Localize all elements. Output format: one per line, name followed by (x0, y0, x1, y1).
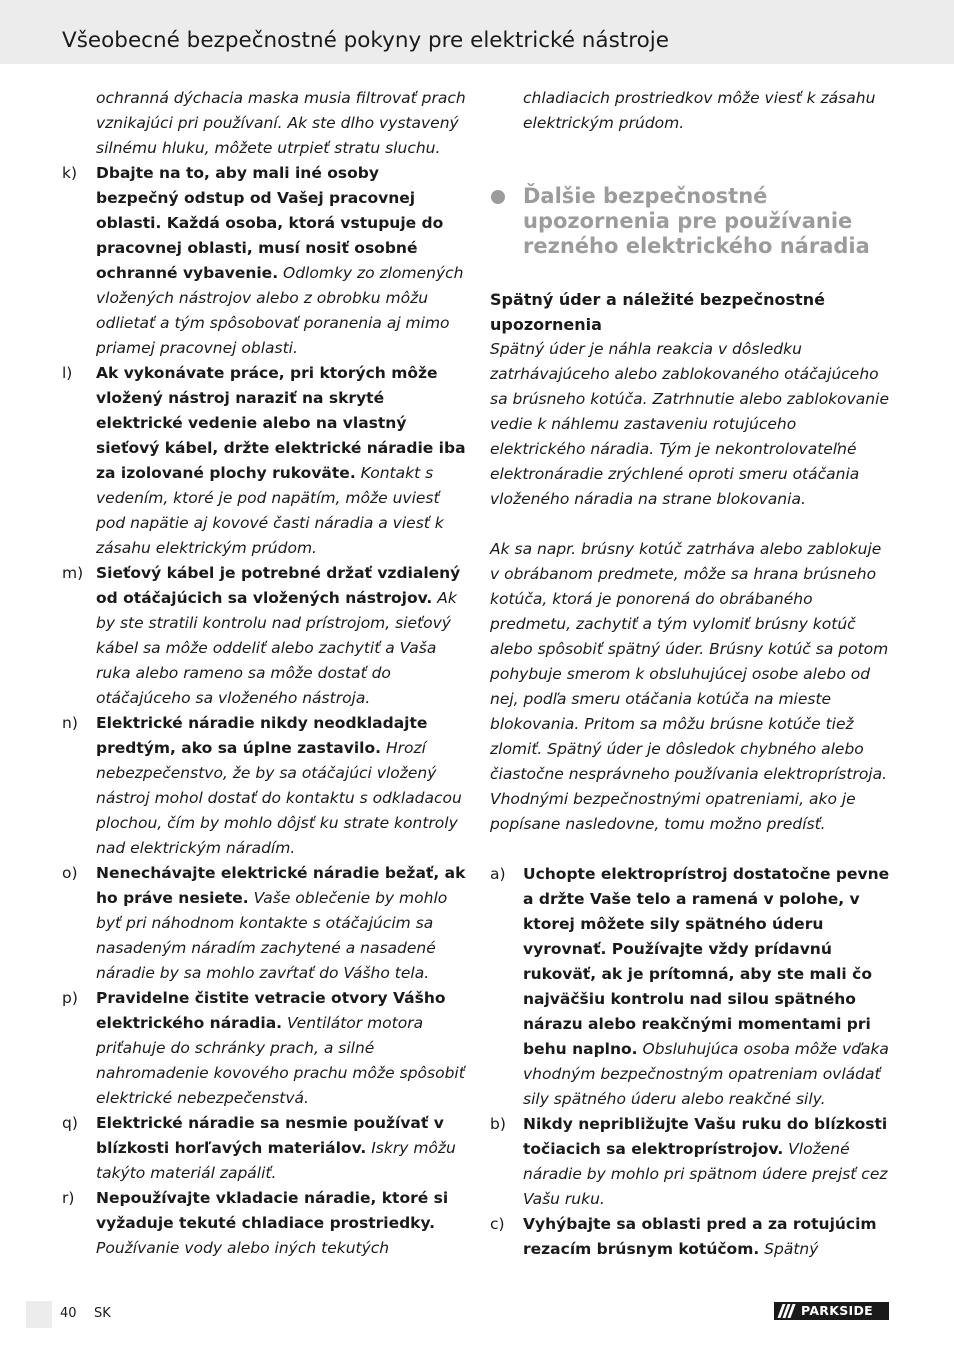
page-number: 40 (60, 1306, 77, 1321)
item-text: Používanie vody alebo iných tekutých (96, 1239, 390, 1257)
item-letter: o) (62, 864, 78, 882)
list-item-l (62, 361, 466, 561)
item-text: Obsluhujúca osoba môže vďaka vhodným bezpečnostným opatreniam ovládať sily spätného úderu alebo reakčné sily. (523, 1040, 889, 1108)
language-code: SK (94, 1306, 111, 1321)
paragraph-kickback-definition: Spätný úder je náhla reakcia v dôsledku zatrhávajúceho alebo zablokovaného otáčajúceho sa brúsneho kotúča. Zatrhnutie alebo zablokovanie vedie k náhlemu zastaveniu rotujúceho elektrického náradia. Tým je nekontrolovateľné elektronáradie zrýchlené oproti smeru otáčania vloženého náradia na strane blokovania. (490, 340, 889, 508)
logo-stripes-icon (777, 1302, 795, 1320)
item-bold-text: Nepoužívajte vkladacie náradie, ktoré si vyžaduje tekuté chladiace prostriedky. (96, 1189, 449, 1232)
item-bold-text: Ak vykonávate práce, pri ktorých môže vložený nástroj naraziť na skryté elektrické vedenie alebo na vlastný sieťový kábel, držte elektrické náradie iba za izolované plochy rukoväte. (96, 364, 466, 482)
item-text: Ventilátor motora priťahuje do schránky prach, a silné nahromadenie kovového prachu môže spôsobiť elektrické nebezpečenstvá. (96, 1014, 465, 1107)
item-bold-text: Dbajte na to, aby mali iné osoby bezpečný odstup od Vašej pracovnej oblasti. Každá osoba, ktorá vstupuje do pracovnej oblasti, musí nosiť osobné ochranné vybavenie. (96, 164, 444, 282)
list-item-p (62, 986, 466, 1111)
list-item-k (62, 161, 466, 361)
list-item-q (62, 1111, 466, 1186)
footer-marker-box (26, 1301, 52, 1328)
item-letter: r) (62, 1189, 75, 1207)
item-bold-text: Pravidelne čistite vetracie otvory Vášho elektrického náradia. (96, 989, 446, 1032)
brand-name: PARKSIDE (801, 1303, 873, 1318)
list-item-r (62, 1186, 466, 1261)
left-column (62, 86, 466, 1261)
item-bold-text: Elektrické náradie sa nesmie používať v blízkosti horľavých materiálov. (96, 1114, 444, 1157)
list-item-n (62, 711, 466, 861)
item-text: Odlomky zo zlomených vložených nástrojov alebo z obrobku môžu odlietať a tým spôsobovať poranenia aj mimo priamej pracovnej oblasti. (96, 264, 464, 357)
brand-logo (774, 1302, 889, 1320)
item-letter: n) (62, 714, 78, 732)
item-letter: k) (62, 164, 78, 182)
item-bold-text: Nikdy nepribližujte Vašu ruku do blízkosti točiacich sa elektroprístrojov. (523, 1115, 888, 1158)
item-bold-text: Sieťový kábel je potrebné držať vzdialený od otáčajúcich sa vložených nástrojov. (96, 564, 461, 607)
item-letter: q) (62, 1114, 78, 1132)
item-text: Iskry môžu takýto materiál zapáliť. (96, 1139, 456, 1182)
list-item-b (490, 1112, 894, 1212)
bullet-dot-icon (491, 190, 505, 204)
item-text: Kontakt s vedením, ktoré je pod napätím, môže uviesť pod napätie aj kovové časti náradia a viesť k zásahu elektrickým prúdom. (96, 464, 444, 557)
sub-heading: Spätný úder a náležité bezpečnostné upozornenia (490, 290, 825, 334)
paragraph-kickback-explanation: Ak sa napr. brúsny kotúč zatrháva alebo zablokuje v obrábanom predmete, môže sa hrana brúsneho kotúča, ktorá je ponorená do obrábaného predmetu, zachytiť a tým vylomiť brúsny kotúč alebo spôsobiť spätný úder. Brúsny kotúč sa potom pohybuje smerom k obsluhujúcej osobe alebo od nej, podľa smeru otáčania kotúča na mieste blokovania. Pritom sa môžu brúsne kotúče tiež zlomiť. Spätný úder je dôsledok chybného alebo čiastočne nesprávneho používania elektroprístroja. Vhodnými bezpečnostnými opatreniami, ako je popísane nasledovne, tomu možno predísť. (490, 540, 889, 833)
item-letter: a) (490, 865, 506, 883)
intro-paragraph: ochranná dýchacia maska musia filtrovať prach vznikajúci pri používaní. Ak ste dlho vystavený silnému hluku, môžete utrpieť stratu sluchu. (96, 89, 466, 157)
item-bold-text: Nenechávajte elektrické náradie bežať, ak ho práve nesiete. (96, 864, 466, 907)
section-heading-text: Ďalšie bezpečnostné upozornenia pre používanie rezného elektrického náradia (523, 184, 870, 258)
page-header (0, 0, 954, 64)
list-item-o (62, 861, 466, 986)
right-column (490, 86, 894, 1262)
page-title: Všeobecné bezpečnostné pokyny pre elektrické nástroje (62, 28, 669, 53)
item-bold-text: Vyhýbajte sa oblasti pred a za rotujúcim rezacím brúsnym kotúčom. (523, 1215, 877, 1258)
item-text: Hrozí nebezpečenstvo, že by sa otáčajúci vložený nástroj mohol dostať do kontaktu s odkladacou plochou, čím by mohlo dôjsť ku strate kontroly nad elektrickým náradím. (96, 739, 462, 857)
item-letter: c) (490, 1215, 505, 1233)
item-letter: m) (62, 564, 84, 582)
section-heading (490, 184, 894, 259)
continuation-paragraph: chladiacich prostriedkov môže viesť k zásahu elektrickým prúdom. (523, 89, 876, 132)
item-letter: p) (62, 989, 78, 1007)
list-item-c (490, 1212, 894, 1262)
item-text: Vložené náradie by mohlo pri spätnom údere prejsť cez Vašu ruku. (523, 1140, 888, 1208)
item-letter: l) (62, 364, 73, 382)
item-letter: b) (490, 1115, 506, 1133)
list-item-a (490, 862, 894, 1112)
item-text: Spätný (759, 1240, 819, 1258)
item-text: Ak by ste stratili kontrolu nad prístrojom, sieťový kábel sa môže oddeliť alebo zachytiť a Vaša ruka alebo rameno sa môže dostať do otáčajúceho sa vloženého nástroja. (96, 589, 457, 707)
item-text: Vaše oblečenie by mohlo byť pri náhodnom kontakte s otáčajúcim sa nasadeným náradím zachytené a nasadené náradie by sa mohlo zavŕtať do Vášho tela. (96, 889, 448, 982)
list-item-m (62, 561, 466, 711)
item-bold-text: Uchopte elektroprístroj dostatočne pevne a držte Vaše telo a ramená v polohe, v ktorej môžete sily spätného úderu vyrovnať. Používajte vždy prídavnú rukoväť, ak je prítomná, aby ste mali čo najväčšiu kontrolu nad silou spätného nárazu alebo reakčnými momentami pri behu naplno. (523, 865, 890, 1058)
item-bold-text: Elektrické náradie nikdy neodkladajte predtým, ako sa úplne zastavilo. (96, 714, 428, 757)
